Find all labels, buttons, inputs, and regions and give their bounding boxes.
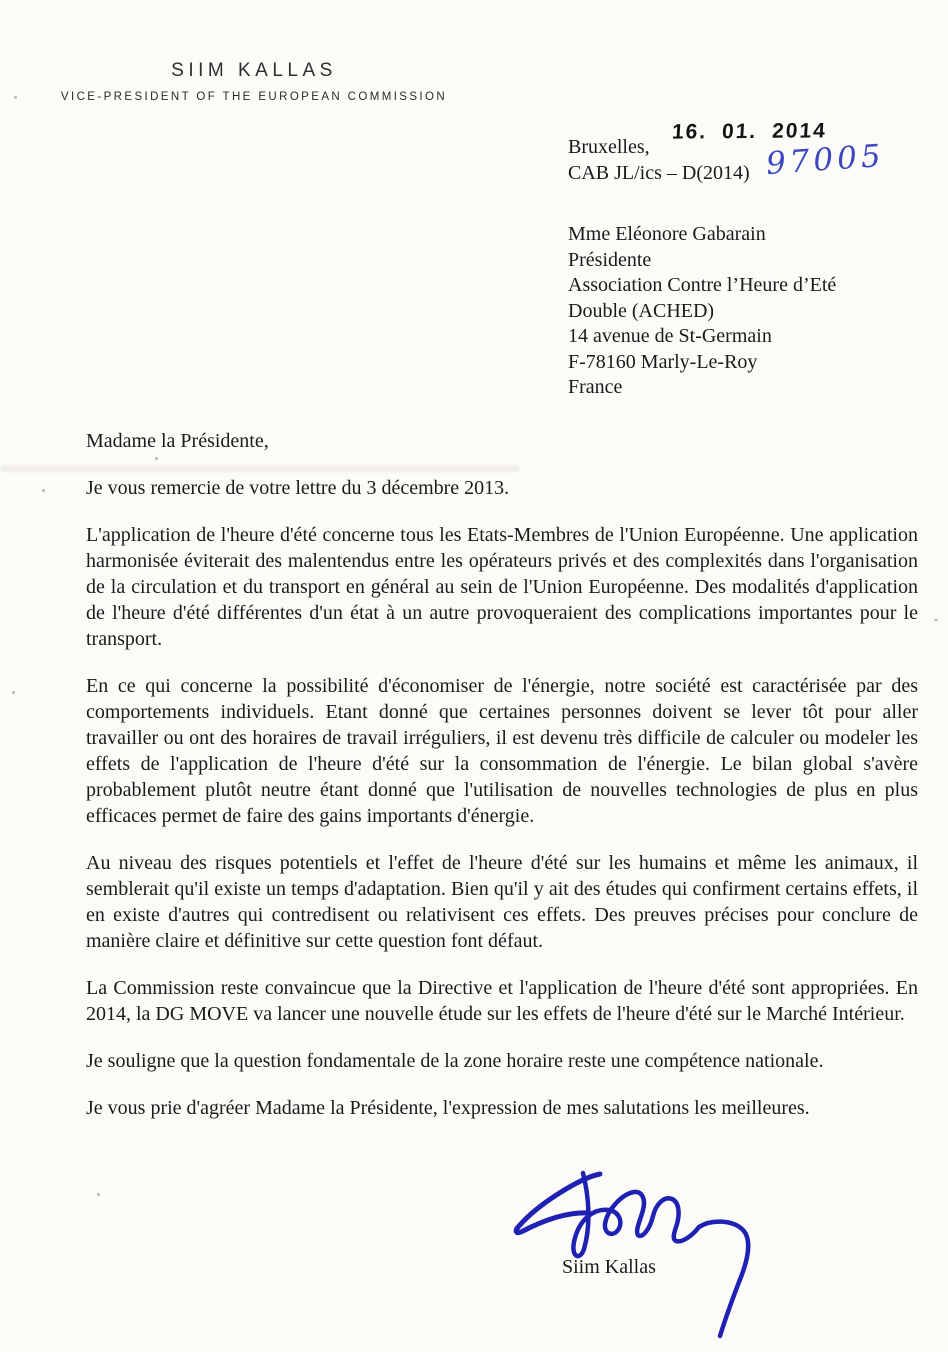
handwritten-registration-number: 97005 bbox=[764, 137, 886, 183]
recipient-line: F-78160 Marly-Le-Roy bbox=[568, 350, 758, 373]
letterhead-title: VICE-PRESIDENT OF THE EUROPEAN COMMISSION bbox=[60, 91, 448, 103]
recipient-line: 14 avenue de St-Germain bbox=[568, 325, 772, 347]
recipient-line: Présidente bbox=[568, 248, 652, 271]
letterhead bbox=[44, 60, 464, 103]
salutation: Madame la Présidente, bbox=[86, 430, 269, 452]
place-label: Bruxelles, bbox=[568, 136, 650, 158]
scan-speck bbox=[97, 1193, 100, 1196]
letterhead-name: SIIM KALLAS bbox=[171, 60, 337, 81]
scan-speck bbox=[42, 489, 45, 492]
reference-number: CAB JL/ics – D(2014) bbox=[568, 162, 750, 184]
recipient-line: France bbox=[568, 376, 623, 398]
paragraph-health: Au niveau des risques potentiels et l'effet de l'heure d'été sur les humains et même les animaux, il semblerait qu'il existe un temps d'adaptation. Bien qu'il y ait des études qui confirment certains effets, il en existe d'autres qui contredisent ou relativisent ces effets. Des preuves précises pour conclure de manière claire et définitive sur cette question font défaut. bbox=[86, 852, 918, 952]
paragraph-energy: En ce qui concerne la possibilité d'économiser de l'énergie, notre société est caractérisée par des comportements individuels. Etant donné que certaines personnes doivent se lever tôt pour aller travailler ou ont des horaires de travail irréguliers, il est devenu très difficile de calculer ou modeler les effets de l'application de l'heure d'été sur la consommation de l'énergie. Le bilan global s'avère probablement plutôt neutre étant donné que l'utilisation de nouvelles technologies de plus en plus efficaces permet de faire des gains importants d'énergie. bbox=[86, 675, 918, 827]
letter-body bbox=[86, 428, 918, 1142]
scan-speck bbox=[934, 619, 938, 621]
scan-streak bbox=[0, 465, 520, 472]
recipient-line: Double (ACHED) bbox=[568, 299, 715, 322]
recipient-line: Mme Eléonore Gabarain bbox=[568, 223, 766, 245]
scan-speck bbox=[12, 691, 15, 694]
paragraph-thanks: Je vous remercie de votre lettre du 3 décembre 2013. bbox=[86, 477, 510, 499]
paragraph-application: L'application de l'heure d'été concerne tous les Etats-Membres de l'Union Européenne. Une application harmonisée éviterait des malentendus entre les opérateurs privés et des complexités dans l'organisation de la circulation et du transport en général au sein de l'Union Européenne. Des modalités d'application de l'heure d'été différentes d'un état à un autre provoqueraient des complications importantes pour le transport. bbox=[86, 524, 918, 650]
signature-printed-name: Siim Kallas bbox=[562, 1256, 656, 1278]
recipient-line: Association Contre l’Heure d’Eté bbox=[568, 274, 837, 296]
scan-speck bbox=[14, 96, 17, 99]
signature-block bbox=[478, 1168, 818, 1352]
paragraph-closing: Je vous prie d'agréer Madame la Présidente, l'expression de mes salutations les meilleures. bbox=[86, 1097, 810, 1119]
paragraph-timezone: Je souligne que la question fondamentale de la zone horaire reste une compétence nationale. bbox=[86, 1050, 824, 1072]
recipient-address bbox=[568, 222, 836, 401]
scan-speck bbox=[155, 457, 158, 460]
date-stamp: 16. 01. 2014 bbox=[671, 119, 828, 144]
paragraph-commission: La Commission reste convaincue que la Directive et l'application de l'heure d'été sont appropriées. En 2014, la DG MOVE va lancer une nouvelle étude sur les effets de l'heure d'été sur le Marché Intérieur. bbox=[86, 977, 918, 1025]
